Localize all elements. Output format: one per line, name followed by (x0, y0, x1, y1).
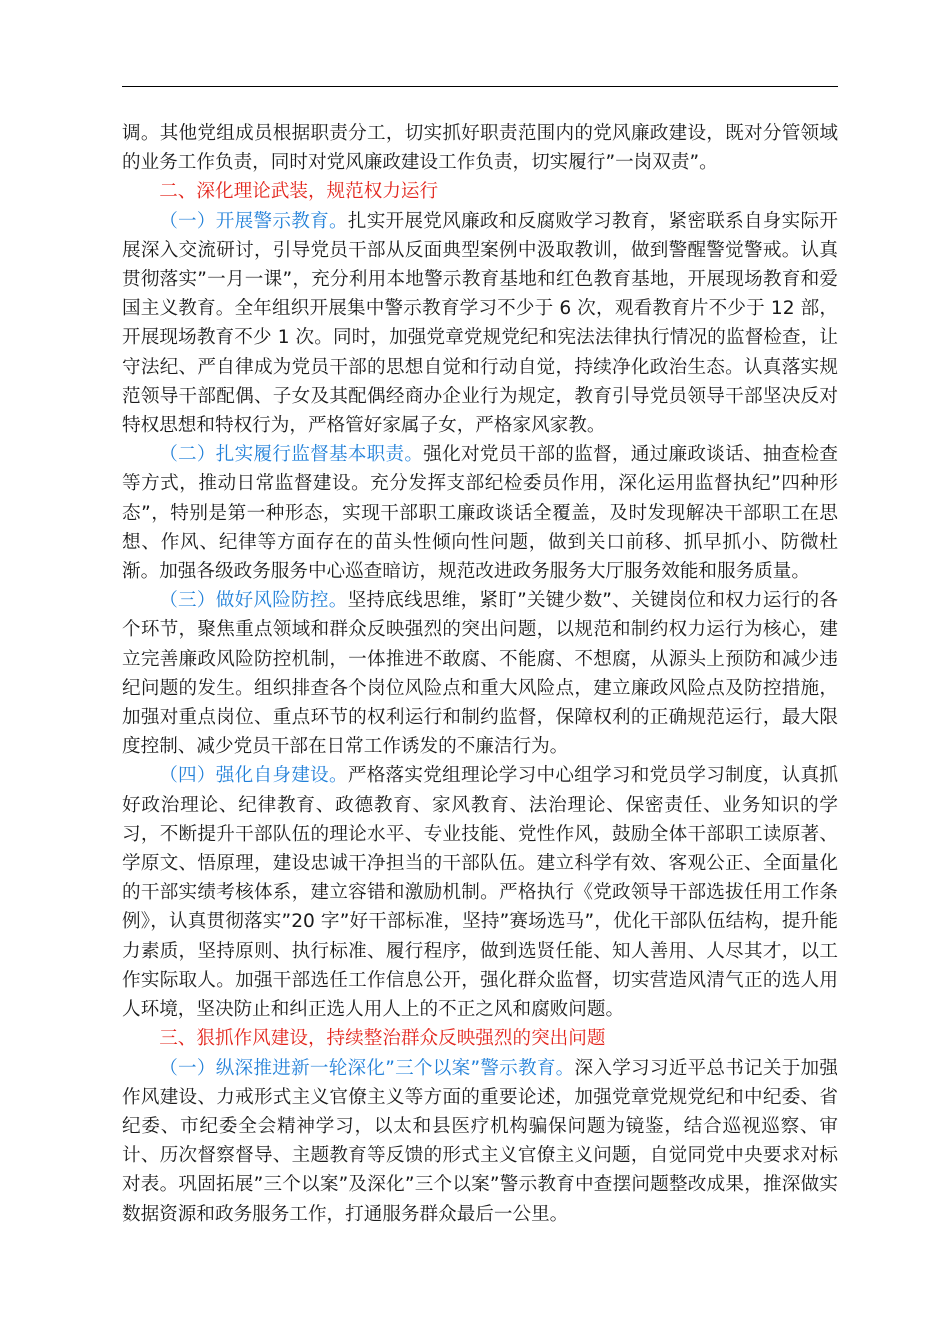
subheading-text: （三）做好风险防控。 (159, 590, 348, 612)
section-heading-text: 二、深化理论武装，规范权力运行 (159, 181, 439, 203)
paragraph-supervision-duty (122, 440, 838, 586)
paragraph-warning-education (122, 207, 838, 441)
subheading-text: （四）强化自身建设。 (159, 765, 348, 787)
paragraph-body: 坚持底线思维，紧盯”关键少数”、关键岗位和权力运行的各个环节，聚焦重点领域和群众反映强烈的突出问题，以规范和制约权力运行为核心，建立完善廉政风险防控机制，一体推进不敢腐、不能腐、不想腐，从源头上预防和减少违纪问题的发生。组织排查各个岗位风险点和重大风险点，建立廉政风险点及防控措施，加强对重点岗位、重点环节的权利运行和制约监督，保障权利的正确规范运行，最大限度控制、减少党员干部在日常工作诱发的不廉洁行为。 (122, 590, 838, 758)
section-heading-text: 三、狠抓作风建设，持续整治群众反映强烈的突出问题 (159, 1028, 606, 1050)
header-rule (122, 86, 838, 87)
paragraph-body: 深入学习习近平总书记关于加强作风建设、力戒形式主义官僚主义等方面的重要论述，加强党章党规党纪和中纪委、省纪委、市纪委全会精神学习，以太和县医疗机构骗保问题为镜鉴，结合巡视巡察、审计、历次督察督导、主题教育等反馈的形式主义官僚主义问题，自觉同党中央要求对标对表。巩固拓展”三个以案”及深化”三个以案”警示教育中查摆问题整改成果，推深做实数据资源和政务服务工作，打通服务群众最后一公里。 (122, 1057, 838, 1225)
paragraph-continuation (122, 119, 838, 177)
section-heading-2 (122, 177, 838, 206)
subheading-text: （二）扎实履行监督基本职责。 (159, 444, 424, 466)
section-heading-3 (122, 1024, 838, 1053)
subheading-text: （一）纵深推进新一轮深化”三个以案”警示教育。 (159, 1057, 575, 1079)
document-body (122, 119, 838, 1229)
paragraph-body: 强化对党员干部的监督，通过廉政谈话、抽查检查等方式，推动日常监督建设。充分发挥支部纪检委员作用，深化运用监督执纪”四种形态”，特别是第一种形态，实现干部职工廉政谈话全覆盖，及时发现解决干部职工在思想、作风、纪律等方面存在的苗头性倾向性问题，做到关口前移、抓早抓小、防微杜渐。加强各级政务服务中心巡查暗访，规范改进政务服务大厅服务效能和服务质量。 (122, 444, 838, 583)
paragraph-body: 扎实开展党风廉政和反腐败学习教育，紧密联系自身实际开展深入交流研讨，引导党员干部从反面典型案例中汲取教训，做到警醒警觉警戒。认真贯彻落实”一月一课”，充分利用本地警示教育基地和红色教育基地，开展现场教育和爱国主义教育。全年组织开展集中警示教育学习不少于 6 次，观看教育片不少于 12 部，开展现场教育不少 1 次。同时，加强党章党规党纪和宪法法律执行情况的监督检查，让守法纪、严自律成为党员干部的思想自觉和行动自觉，持续净化政治生态。认真落实规范领导干部配偶、子女及其配偶经商办企业行为规定，教育引导党员领导干部坚决反对特权思想和特权行为，严格管好家属子女，严格家风家教。 (122, 210, 838, 437)
paragraph-risk-control (122, 586, 838, 761)
paragraph-body: 严格落实党组理论学习中心组学习和党员学习制度，认真抓好政治理论、纪律教育、政德教育、家风教育、法治理论、保密责任、业务知识的学习，不断提升干部队伍的理论水平、专业技能、党性作风，鼓励全体干部职工读原著、学原文、悟原理，建设忠诚干净担当的干部队伍。建立科学有效、客观公正、全面量化的干部实绩考核体系，建立容错和激励机制。严格执行《党政领导干部选拔任用工作条例》，认真贯彻落实”20 字”好干部标准，坚持”赛场选马”，优化干部队伍结构，提升能力素质，坚持原则、执行标准、履行程序，做到选贤任能、知人善用、人尽其才，以工作实际取人。加强干部选任工作信息公开，强化群众监督，切实营造风清气正的选人用人环境，坚决防止和纠正选人用人上的不正之风和腐败问题。 (122, 765, 838, 1021)
paragraph-body: 调。其他党组成员根据职责分工，切实抓好职责范围内的党风廉政建设，既对分管领域的业务工作负责，同时对党风廉政建设工作负责，切实履行”一岗双责”。 (122, 123, 838, 174)
paragraph-self-building (122, 761, 838, 1024)
subheading-text: （一）开展警示教育。 (159, 210, 348, 232)
paragraph-three-cases (122, 1054, 838, 1229)
